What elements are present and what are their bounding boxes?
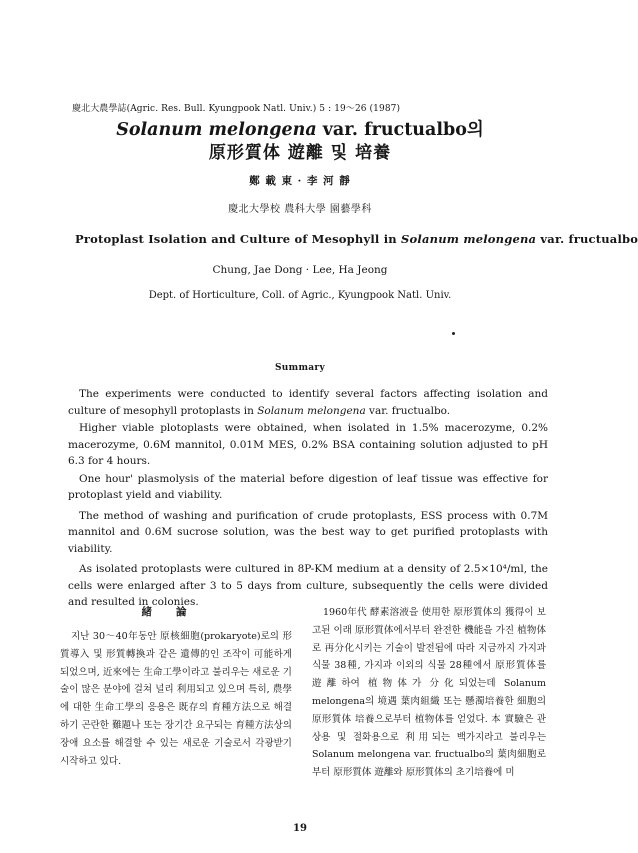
summary-paragraph-1 [68, 386, 548, 419]
english-affiliation: Dept. of Horticulture, Coll. of Agric., Kyungpook Natl. Univ. [148, 290, 452, 301]
intro-right-column [312, 604, 546, 782]
scan-speck [452, 332, 455, 335]
intro-right-text-b: Solanum melongena의 境遇 葉肉組織 또는 懸濁培養한 細胞의 原形質体 培養으로부터 植物体를 얻었다. [312, 678, 546, 725]
intro-right-paragraph [312, 604, 546, 782]
intro-heading: 緒論 [141, 606, 211, 618]
summary-body [68, 386, 548, 612]
english-authors: Chung, Jae Dong · Lee, Ha Jeong [212, 264, 388, 276]
summary-heading: Summary [275, 363, 325, 373]
summary-p1-species: Solanum melongena [257, 404, 366, 417]
intro-right-text-a: 1960年代 酵素溶液을 使用한 原形質体의 獲得이 보고된 이래 原形質体에서부터 완전한 機能을 가진 植物体로 再分化시키는 기술이 발전됨에 따라 지금까지 가지과 식물 38種, 가지과 이외의 식물 28種에서 原形質体를 遊離하여 植物体가 分化되었는데 [312, 607, 546, 690]
summary-paragraph-4: The method of washing and purification of crude protoplasts, ESS process with 0.7M mannitol and 0.6M sucrose solution, was the best way to get purified protoplasts with viability. [68, 509, 548, 555]
journal-citation: 慶北大農學誌(Agric. Res. Bull. Kyungpook Natl. Univ.) 5 : 19～26 (1987) [72, 104, 401, 114]
korean-title-line-1 [0, 119, 600, 141]
korean-title-block [0, 119, 600, 215]
summary-paragraph-5: As isolated protoplasts were cultured in 8P-KM medium at a density of 2.5×10⁴/ml, the cells were enlarged after 3 to 5 days from culture, subsequently the cells were divided and resulted in colonies. [68, 563, 548, 608]
english-title-prefix: Protoplast Isolation and Culture of Mesophyll in [75, 232, 402, 246]
intro-left-paragraph: 지난 30～40年동안 原核細胞(prokaryote)로의 形質導入 및 形質轉換과 같은 遺傳的인 조작이 可能하게 되었으며, 近來에는 生命工學이라고 불리우는 새로운 기술이 많은 분야에 걸쳐 널리 利用되고 있으며 특히, 農學에 대한 生命工學의 응용은 既存의 育種方法으로 해결하기 곤란한 難題나 또는 장기간 요구되는 育種方法상의 장애 요소를 해결할 수 있는 새로운 기술로서 각광받기 시작하고 있다. [60, 631, 292, 767]
korean-affiliation: 慶北大學校 農科大學 園藝學科 [228, 204, 372, 215]
summary-p1-end: var. fructualbo. [365, 404, 451, 417]
summary-paragraph-2: Higher viable plotoplasts were obtained, when isolated in 1.5% macerozyme, 0.2% macerozyme, 0.6M mannitol, 0.01M MES, 0.2% BSA containing solution adjusted to pH 6.3 for 4 hours. [68, 422, 548, 467]
page-number: 19 [293, 823, 307, 834]
intro-left-column [60, 604, 292, 770]
summary-paragraph-3: One hour' plasmolysis of the material before digestion of leaf tissue was effective for protoplast yield and viability. [68, 472, 548, 501]
english-title-species: Solanum melongena [401, 232, 537, 246]
summary-p1-text: The experiments were conducted to identify several factors affecting isolation and culture of mesophyll protoplasts in [68, 388, 548, 417]
korean-authors: 鄭 載 東 · 李 河 靜 [249, 175, 351, 187]
korean-title-line-2: 原形質体 遊離 및 培養 [208, 143, 392, 163]
title-species-italic: Solanum melongena [116, 120, 317, 140]
english-title-suffix: var. fructualbo [536, 232, 638, 246]
title-variety: var. fructualbo의 [316, 120, 484, 140]
intro-right-text-c: 本 實驗은 관상용 및 절화용으로 利用되는 백가지라고 불리우는 Solanum melongena var. fructualbo의 葉肉細胞로부터 原形質体 遊離와 原形質体의 초기培養에 미 [312, 713, 546, 779]
english-title [75, 232, 638, 246]
